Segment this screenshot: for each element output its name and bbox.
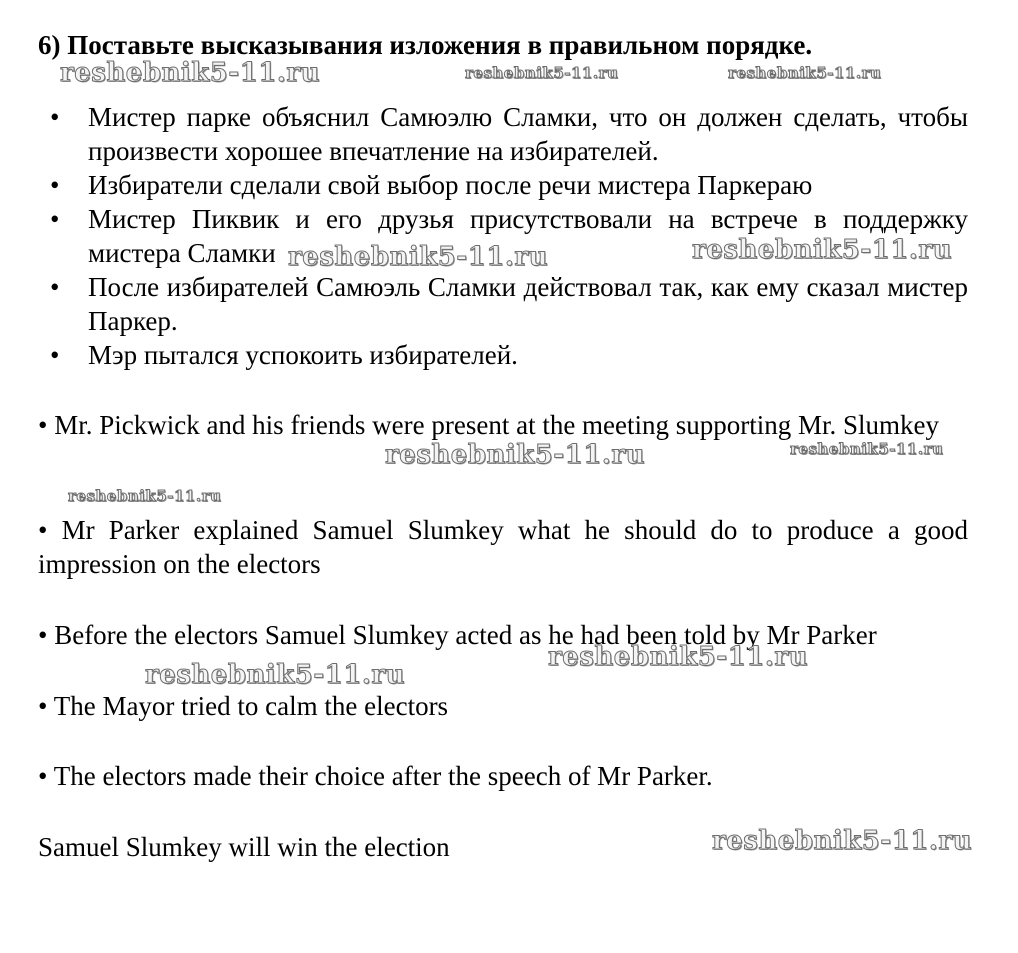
- russian-item-text: Мистер Пиквик и его друзья присутствовали на встрече в поддержку мистера Сламки: [88, 204, 968, 268]
- english-statement-3: • Before the electors Samuel Slumkey acted as he had been told by Mr Parker: [38, 620, 877, 650]
- russian-list-item: [38, 100, 968, 168]
- russian-item-text: После избирателей Самюэль Сламки действовал так, как ему сказал мистер Паркер.: [88, 272, 968, 336]
- bullet-icon: •: [50, 204, 60, 234]
- watermark: reshebnik5-11.ru: [68, 487, 222, 505]
- bullet-icon: •: [50, 102, 60, 132]
- bullet-icon: •: [50, 170, 60, 200]
- english-statement-1: • Mr. Pickwick and his friends were present at the meeting supporting Mr. Slumkey: [38, 410, 940, 440]
- watermark: reshebnik5-11.ru: [728, 64, 882, 82]
- english-statement-2: • Mr Parker explained Samuel Slumkey what he should do to produce a good impression on the electors: [38, 515, 968, 579]
- russian-item-text: Мистер парке объяснил Самюэлю Сламки, что он должен сделать, чтобы произвести хорошее впечатление на избирателей.: [88, 102, 968, 166]
- russian-list-item: [38, 338, 968, 372]
- bullet-icon: •: [50, 272, 60, 302]
- conclusion-text: Samuel Slumkey will win the election: [38, 832, 450, 862]
- watermark: reshebnik5-11.ru: [60, 58, 321, 88]
- watermark: reshebnik5-11.ru: [288, 242, 549, 272]
- exercise-heading: 6) Поставьте высказывания изложения в правильном порядке.: [38, 30, 813, 60]
- russian-item-text: Избиратели сделали свой выбор после речи мистера Паркераю: [88, 170, 813, 200]
- watermark: reshebnik5-11.ru: [145, 660, 406, 690]
- russian-list-item: [38, 270, 968, 338]
- watermark: reshebnik5-11.ru: [712, 826, 973, 856]
- watermark: reshebnik5-11.ru: [465, 64, 619, 82]
- watermark: reshebnik5-11.ru: [548, 642, 809, 672]
- watermark: reshebnik5-11.ru: [692, 235, 953, 265]
- english-statement-5: • The electors made their choice after the speech of Mr Parker.: [38, 761, 713, 791]
- russian-list-item: [38, 168, 968, 202]
- watermark: reshebnik5-11.ru: [790, 440, 944, 458]
- russian-item-text: Мэр пытался успокоить избирателей.: [88, 340, 518, 370]
- bullet-icon: •: [50, 340, 60, 370]
- watermark: reshebnik5-11.ru: [385, 440, 646, 470]
- english-statement-4: • The Mayor tried to calm the electors: [38, 691, 449, 721]
